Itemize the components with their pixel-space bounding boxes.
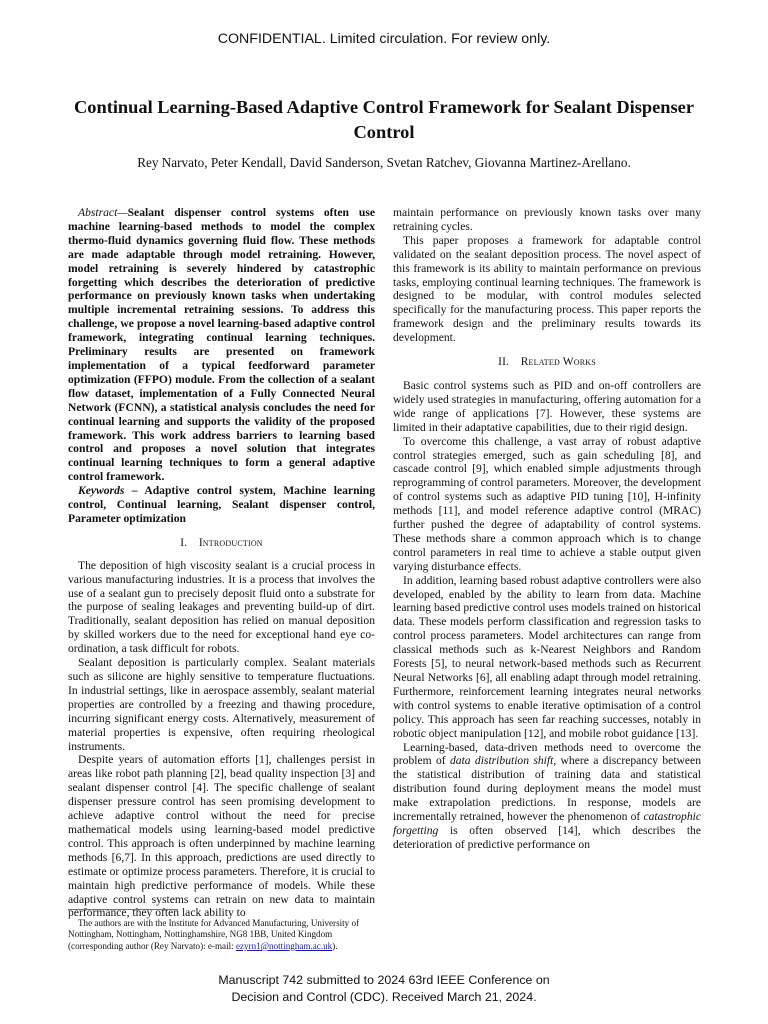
paper-title: Continual Learning-Based Adaptive Control Framework for Sealant Dispenser Control (73, 97, 695, 142)
abstract-text: Sealant dispenser control systems often use machine learning-based methods to model the complex thermo-fluid dynamics governing fluid flow. These methods are made adaptable through model retraining. However, model retraining is severely hindered by catastrophic forgetting which describes the deterioration of predictive performance on previously known tasks when undertaking multiple incremental retraining sessions. To address this challenge, we propose a novel learning-based adaptive control framework, integrating continual learning techniques. Preliminary results are presented on framework implementation of a typical feedforward parameter optimization (FFPO) module. From the collection of a sealant flow dataset, implementation of a Fully Connected Neural Network (FCNN), a statistical analysis concludes the need for continual learning and supports the validity of the proposed framework. This work address barriers to learning based control and proposes a novel solution that integrates continual learning techniques to form a general adaptive control framework. (68, 206, 375, 484)
email-link[interactable]: ezyrn1@nottingham.ac.uk (235, 940, 333, 951)
body-paragraph: Learning-based, data-driven methods need to overcome the problem of data distribution shift, where a discrepancy between the statistical distribution of training data and statistical distribution found during deployment means the model must make extrapolation predictions. In response, models are incrementally retrained, however the phenomenon of catastrophic forgetting is often observed [14], which describes the deterioration of predictive performance on (393, 740, 702, 851)
body-paragraph: Despite years of automation efforts [1], challenges persist in areas like robot path planning [2], bead quality inspection [3] and sealant dispenser control [4]. The specific challenge of sealant dispenser pressure control has seen promising development to achieve adaptive control without the need for precise mathematical models using learning-based model predictive control. This approach is often underpinned by machine learning methods [6,7]. In this approach, predictions are used directly to estimate or optimize process parameters. Therefore, it is crucial to maintain high predictive performance of models. While these adaptive control systems can retrain on new data to maintain performance, they often lack ability to (68, 753, 375, 920)
body-paragraph: maintain performance on previously known tasks over many retraining cycles. (393, 206, 701, 233)
body-paragraph: Sealant deposition is particularly complex. Sealant materials such as silicone are highly sensitive to temperature fluctuations. In industrial settings, like in aerospace assembly, sealant material properties are controlled by a freezing and thawing procedure, incurring significant energy costs. Alternatively, measurement of material properties is expensive, often requiring rheological instruments. (68, 656, 375, 753)
body-paragraph: Basic control systems such as PID and on-off controllers are widely used strategies in manufacturing, offering automation for a wide range of applications [7]. However, these systems are limited in their adaptative capabilities, due to their rigid design. (393, 378, 701, 434)
footer-line-2: Decision and Control (CDC). Received March 21, 2024. (231, 990, 537, 1004)
footer-line-1: Manuscript 742 submitted to 2024 63rd IEEE Conference on (218, 973, 550, 987)
confidential-banner: CONFIDENTIAL. Limited circulation. For review only. (217, 31, 551, 47)
abstract-label: Abstract (78, 206, 118, 219)
footnote-divider (68, 909, 178, 910)
body-paragraph: The deposition of high viscosity sealant is a crucial process in various manufacturing industries. It is a process that involves the use of a sealant gun to precisely deposit fluid onto a substrate for the purpose of sealing leakages and preventing build-up of dirt. Traditionally, sealant deposition has relied on manual deposition by skilled workers due to the need for exceptional hand eye co-ordination, a task difficult for robots. (68, 558, 375, 656)
abstract-block (68, 206, 375, 526)
body-paragraph: In addition, learning based robust adaptive controllers were also developed, enabled by the ability to learn from data. Machine learning based predictive control uses models trained on historical data. These models perform classification and regression tasks to control process parameters. Model architectures can range from classical methods such as k-Nearest Neighbors and Random Forests [5], to neural network-based methods such as Recurrent Neural Networks [6], all enabling adapt through model retraining. Furthermore, reinforcement learning integrates neural networks with control systems to enable iterative optimisation of a control policy. This approach has seen far reaching successes, notably in robotic object manipulation [12], and mobile robot guidance [13]. (393, 573, 701, 740)
keywords-text: – Adaptive control system, Machine learning control, Continual learning, Sealant dispenser control, Parameter optimization (68, 484, 375, 525)
section-heading-introduction: I. Introduction (180, 536, 263, 549)
body-paragraph: To overcome this challenge, a vast array of robust adaptive control strategies emerged, such as gain scheduling [8], and cascade control [9], which enabled simple adjustments through reprogramming of control parameters. Moreover, the development of control systems such as adaptive PID tuning [10], H-infinity methods [11], and model reference adaptive control (MRAC) further pushed the degree of adaptability of control systems. These methods share a common approach which is to change control parameters in real time to achieve a stable output given varying disturbance effects. (393, 434, 701, 573)
keywords-label: Keywords (78, 484, 125, 498)
keywords-paragraph (68, 484, 375, 526)
affiliation-footnote: The authors are with the Institute for Advanced Manufacturing, University of Nottingham, Nottingham, Nottinghamshire, NG8 1BB, United Kingdom (corresponding author (Rey Narvato): e-mail: ezyrn1@nottingham.ac.uk). (68, 918, 360, 951)
section-heading-related-works: II. Related Works (498, 356, 596, 369)
emphasis-term: catastrophic forgetting (393, 810, 701, 837)
submission-footer (0, 972, 768, 1006)
emphasis-term: data distribution shift (449, 754, 554, 768)
left-column (68, 206, 375, 920)
author-list: Rey Narvato, Peter Kendall, David Sanderson, Svetan Ratchev, Giovanna Martinez-Arellano. (137, 155, 631, 170)
body-paragraph: This paper proposes a framework for adaptable control validated on the sealant deposition process. The novel aspect of this framework is its ability to maintain performance on previous tasks, employing continual learning techniques. The framework is designed to be modular, with control modules selected specifically for the manufacturing process. This paper reports the framework design and the preliminary results towards its development. (393, 233, 701, 345)
right-column (393, 206, 701, 852)
abstract-paragraph: Abstract—Sealant dispenser control systems often use machine learning-based methods to model the complex thermo-fluid dynamics governing fluid flow. These methods are made adaptable through model retraining. However, model retraining is severely hindered by catastrophic forgetting which describes the deterioration of predictive performance on previously known tasks when undertaking multiple incremental retraining sessions. To address this challenge, we propose a novel learning-based adaptive control framework, integrating continual learning techniques. Preliminary results are presented on framework implementation of a typical feedforward parameter optimization (FFPO) module. From the collection of a sealant flow dataset, implementation of a Fully Connected Neural Network (FCNN), a statistical analysis concludes the need for continual learning and supports the validity of the proposed framework. This work address barriers to learning based control and proposes a novel solution that integrates continual learning techniques to form a general adaptive control framework. (68, 206, 375, 484)
